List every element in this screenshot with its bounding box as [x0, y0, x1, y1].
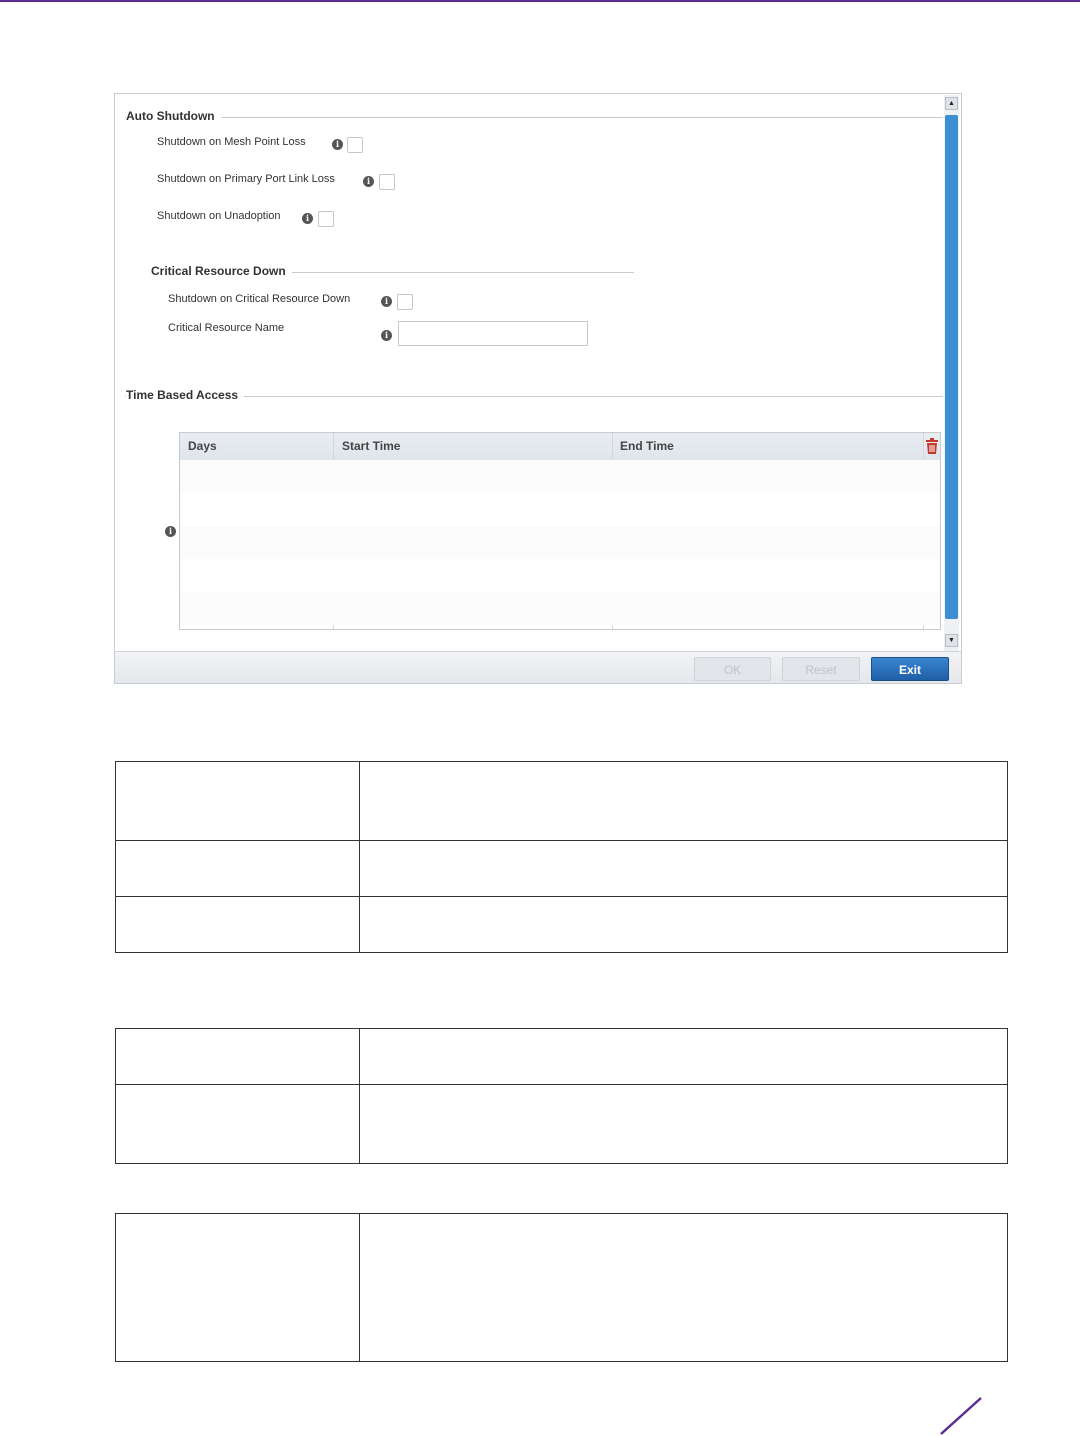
ok-button[interactable]: OK [694, 657, 771, 681]
table-cell [360, 897, 1008, 953]
table-cell [360, 1085, 1008, 1164]
table-row[interactable] [180, 592, 940, 625]
table-row [116, 1029, 1008, 1085]
table-row [116, 1214, 1008, 1362]
table-cell [116, 897, 360, 953]
table-row[interactable] [180, 460, 940, 493]
column-header-start-time[interactable]: Start Time [342, 439, 401, 453]
doc-table-2 [115, 1028, 1008, 1164]
info-icon[interactable]: i [332, 139, 343, 150]
table-cell [116, 762, 360, 841]
panel-footer [115, 651, 961, 684]
exit-button[interactable]: Exit [871, 657, 949, 681]
doc-table-1 [115, 761, 1008, 953]
unadoption-checkbox[interactable] [318, 211, 334, 227]
critical-resource-name-input[interactable] [398, 321, 588, 346]
critical-resource-name-label: Critical Resource Name [168, 322, 285, 334]
table-row[interactable] [180, 526, 940, 559]
vertical-scrollbar[interactable] [944, 95, 959, 651]
reset-button[interactable]: Reset [782, 657, 860, 681]
auto-shutdown-title: Auto Shutdown [126, 109, 221, 123]
settings-panel [114, 93, 962, 684]
doc-table-3 [115, 1213, 1008, 1362]
mesh-point-loss-label: Shutdown on Mesh Point Loss [157, 136, 306, 148]
table-row [116, 1085, 1008, 1164]
table-row [116, 841, 1008, 897]
table-cell [360, 1214, 1008, 1362]
table-cell [116, 1029, 360, 1085]
slash-mark-icon [935, 1396, 985, 1436]
grid-header [180, 433, 940, 461]
mesh-point-loss-checkbox[interactable] [347, 137, 363, 153]
page-top-rule [0, 0, 1080, 2]
arrow-up-icon[interactable]: ▲ [945, 97, 958, 110]
info-icon[interactable]: i [165, 526, 176, 537]
table-cell [360, 841, 1008, 897]
unadoption-label: Shutdown on Unadoption [157, 210, 281, 222]
info-icon[interactable]: i [381, 330, 392, 341]
table-row [116, 897, 1008, 953]
scrollbar-thumb[interactable] [945, 115, 958, 619]
table-cell [360, 1029, 1008, 1085]
table-row [116, 762, 1008, 841]
critical-resource-title: Critical Resource Down [151, 264, 292, 278]
time-based-access-divider [125, 396, 943, 397]
trash-icon[interactable] [925, 438, 939, 454]
critical-resource-shutdown-checkbox[interactable] [397, 294, 413, 310]
table-row[interactable] [180, 559, 940, 592]
info-icon[interactable]: i [363, 176, 374, 187]
column-header-days[interactable]: Days [188, 439, 217, 453]
column-header-end-time[interactable]: End Time [620, 439, 674, 453]
table-cell [360, 762, 1008, 841]
time-based-access-title: Time Based Access [126, 388, 244, 402]
primary-port-link-loss-label: Shutdown on Primary Port Link Loss [157, 173, 335, 185]
info-icon[interactable]: i [302, 213, 313, 224]
time-based-access-grid [179, 432, 941, 630]
auto-shutdown-divider [125, 117, 943, 118]
info-icon[interactable]: i [381, 296, 392, 307]
table-cell [116, 1085, 360, 1164]
table-row[interactable] [180, 493, 940, 526]
table-cell [116, 1214, 360, 1362]
arrow-down-icon[interactable]: ▼ [945, 634, 958, 647]
primary-port-link-loss-checkbox[interactable] [379, 174, 395, 190]
critical-resource-shutdown-label: Shutdown on Critical Resource Down [168, 293, 351, 305]
table-cell [116, 841, 360, 897]
